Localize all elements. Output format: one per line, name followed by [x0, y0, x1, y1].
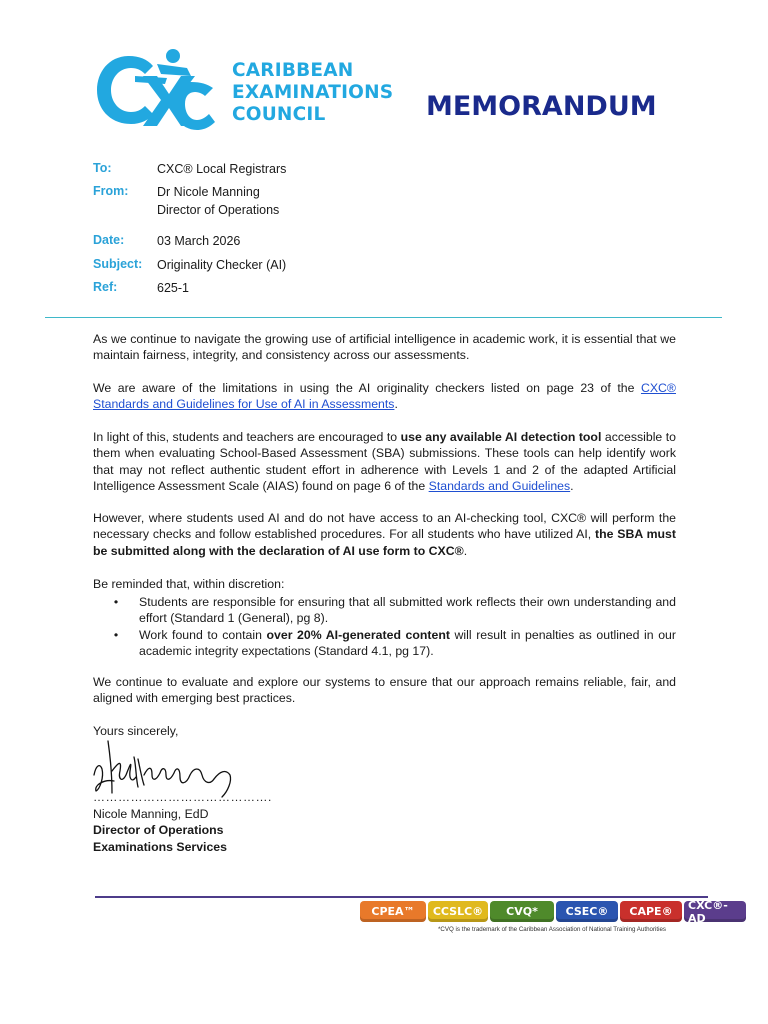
- badge-cvq: CVQ*: [490, 901, 554, 922]
- signatory-name: Nicole Manning, EdD: [93, 807, 209, 821]
- p4-text: However, where students used AI and do not have access to an AI-checking tool, CXC® will perform the necessary checks and follow established procedures. For all students who have utilized AI,: [93, 511, 676, 542]
- paragraph-detection-tools: [93, 429, 676, 494]
- p4-end: .: [463, 543, 468, 558]
- p3-text: In light of this, students and teachers are encouraged to: [93, 430, 401, 444]
- list-item: [93, 627, 676, 660]
- ref-value: 625-1: [157, 281, 189, 295]
- to-value: CXC® Local Registrars: [157, 162, 287, 176]
- b2-post: will result in penalties as outlined in our academic integrity expectations (Standard 4.1, pg 17).: [139, 627, 676, 658]
- p2-end: .: [394, 397, 398, 412]
- subject-value: Originality Checker (AI): [157, 258, 287, 272]
- b2-bold: over 20% AI-generated content: [266, 627, 450, 642]
- subject-label: Subject:: [93, 257, 143, 271]
- reminder-list: [93, 594, 676, 659]
- signatory-department: Examinations Services: [93, 839, 227, 854]
- header-divider: [45, 317, 722, 318]
- p3-mid: accessible to them when evaluating School-Based Assessment (SBA) submissions. These tools can help identify work that may not reflect authentic student effort in adherence with Levels 1 and 2 of the adapted Artificial Intelligence Assessment Scale (AIAS) found on page 6 of the: [93, 430, 677, 493]
- org-name: [232, 60, 393, 126]
- badge-ccslc: CCSLC®: [428, 901, 488, 922]
- org-line-1: CARIBBEAN: [232, 60, 354, 81]
- b2-pre: Work found to contain: [139, 627, 267, 642]
- bullet-text-2: [139, 627, 676, 660]
- from-name: Dr Nicole Manning: [157, 185, 260, 199]
- paragraph-reminder: Be reminded that, within discretion:: [93, 577, 285, 591]
- to-label: To:: [93, 161, 112, 175]
- paragraph-intro: As we continue to navigate the growing use of artificial intelligence in academic work, it is essential that we maintain fairness, integrity, and consistency across our assessments.: [93, 332, 676, 363]
- from-label: From:: [93, 184, 129, 198]
- p3-bold: use any available AI detection tool: [400, 430, 602, 444]
- signatory-block: [93, 806, 227, 855]
- org-line-2: EXAMINATIONS: [232, 82, 394, 103]
- memo-title: MEMORANDUM: [426, 91, 657, 122]
- bullet-text-1: Students are responsible for ensuring that all submitted work reflects their own understanding and effort (Standard 1 (General), pg 8).: [139, 595, 676, 626]
- standards-guidelines-link[interactable]: CXC® Standards and Guidelines for Use of AI in Assessments: [93, 381, 676, 412]
- closing-salutation: Yours sincerely,: [93, 724, 179, 738]
- date-label: Date:: [93, 233, 125, 247]
- footer-divider: [95, 896, 708, 898]
- badge-cape: CAPE®: [620, 901, 682, 922]
- signature-line: …………………………………….: [93, 790, 272, 804]
- p4-bold: the SBA must be submitted along with the declaration of AI use form to CXC®: [93, 527, 676, 558]
- org-line-3: COUNCIL: [232, 104, 326, 125]
- from-value: [157, 183, 279, 219]
- bullet-icon: •: [113, 595, 119, 609]
- from-title: Director of Operations: [157, 203, 280, 217]
- ref-label: Ref:: [93, 280, 118, 294]
- date-value: 03 March 2026: [157, 234, 241, 248]
- paragraph-ai-checks: [93, 510, 676, 559]
- p2-text: We are aware of the limitations in using the AI originality checkers listed on page 23 of the: [93, 381, 641, 395]
- p3-end: .: [570, 478, 574, 493]
- paragraph-limitations: [93, 380, 676, 413]
- paragraph-closing: We continue to evaluate and explore our systems to ensure that our approach remains reliable, fair, and aligned with emerging best practices.: [93, 675, 676, 706]
- signatory-title: Director of Operations: [93, 823, 224, 838]
- badge-csec: CSEC®: [556, 901, 618, 922]
- list-item: [93, 594, 676, 627]
- trademark-footnote: *CVQ is the trademark of the Caribbean Association of National Training Authorities: [438, 926, 667, 933]
- bullet-icon: •: [113, 627, 119, 642]
- badge-cpea: CPEA™: [360, 901, 426, 922]
- badge-cxc-ad: CXC®-AD: [684, 901, 746, 922]
- exam-badges: [360, 898, 746, 925]
- cxc-logo: [95, 46, 219, 134]
- standards-link[interactable]: Standards and Guidelines: [428, 478, 571, 493]
